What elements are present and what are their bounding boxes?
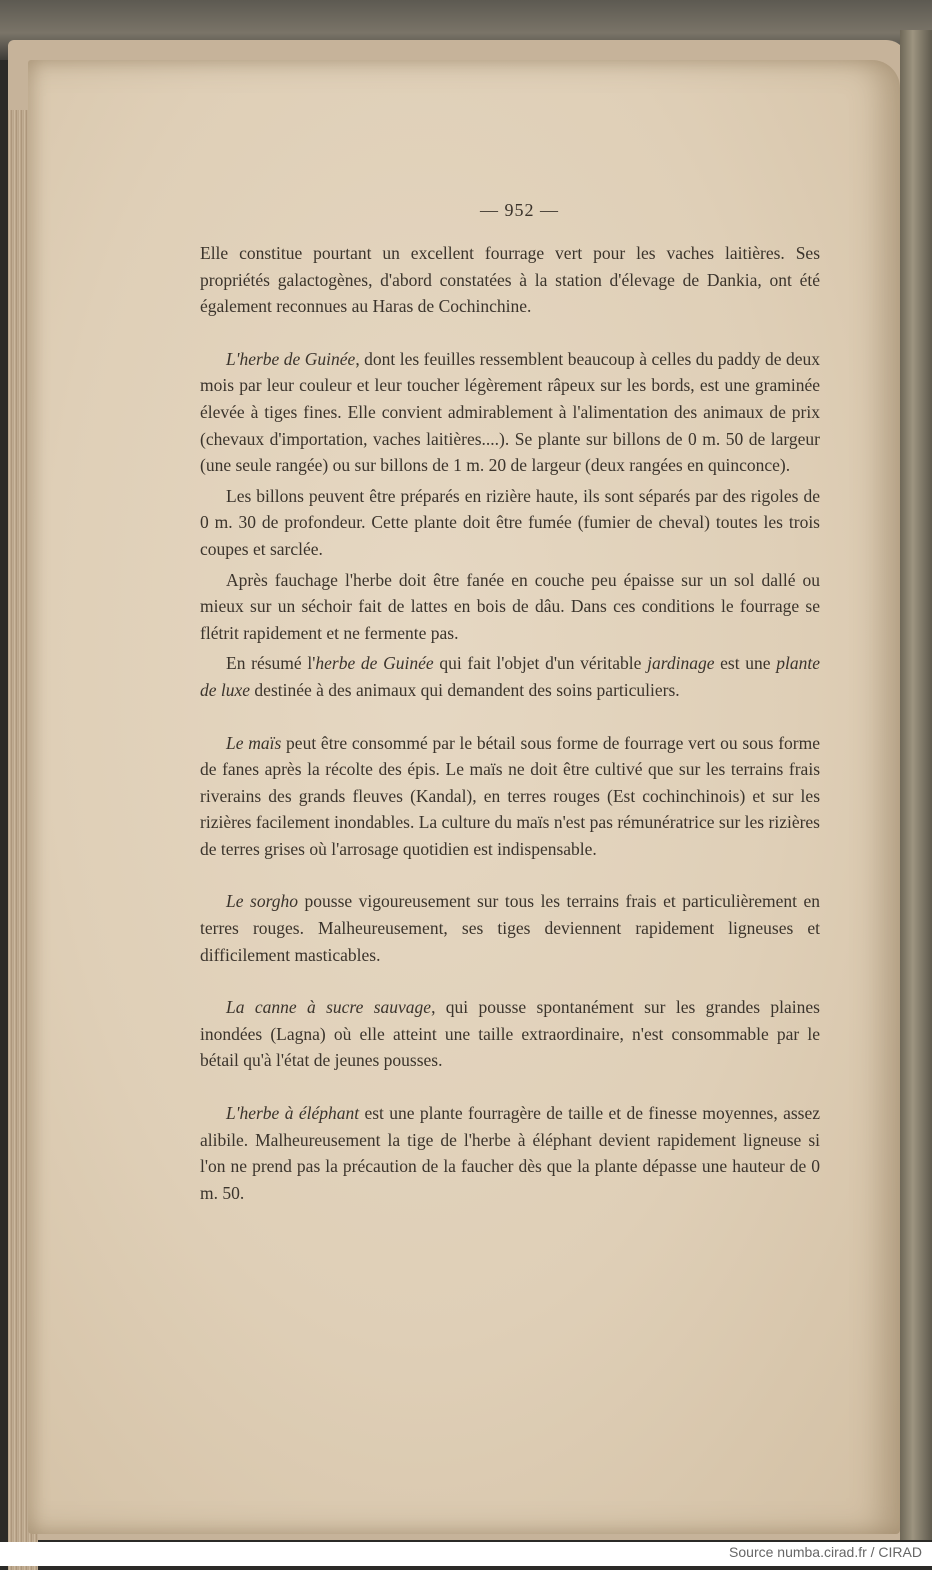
paragraph-text: Elle constitue pourtant un excellent fourrage vert pour les vaches laitières. Ses propriétés galactogènes, d'abord constatées à la station d'élevage de Dankia, ont été également reconnues au Haras de Cochinchine.	[200, 243, 820, 317]
paragraph-lead: L'herbe de Guinée	[226, 348, 356, 369]
paragraph-fauchage	[200, 567, 820, 647]
paragraph-lead: herbe de Guinée	[315, 653, 434, 674]
source-credit: Source numba.cirad.fr / CIRAD	[729, 1544, 922, 1560]
page-number: — 952 —	[480, 200, 559, 220]
paragraph-sorgho	[200, 888, 820, 968]
paragraph-text: destinée à des animaux qui demandent des soins particuliers.	[250, 679, 680, 700]
paragraph-lead: Le sorgho	[226, 891, 298, 912]
paragraph-lead-3: plante de luxe	[200, 653, 820, 700]
paragraph-text: peut être consommé par le bétail sous forme de fourrage vert ou sous forme de fanes après la récolte des épis. Le maïs ne doit être cultivé que sur les terrains frais riverains des grands fleuves (Kandal), en terres rouges (Est cochinchinois) et sur les rizières facilement inondables. La culture du maïs n'est pas rémunératrice sur les rizières de terres grises où l'arrosage quotidien est indispensable.	[200, 732, 821, 859]
paragraph-text: , qui pousse spontanément sur les grandes plaines inondées (Lagna) où elle atteint une taille extraordinaire, n'est consommable par le bétail qu'à l'état de jeunes pousses.	[200, 997, 820, 1071]
paragraph-herbe-de-guinee	[200, 346, 820, 479]
paragraph-text: pousse vigoureusement sur tous les terrains frais et particulièrement en terres rouges. Malheureusement, ses tiges deviennent rapidement ligneuses et difficilement masticables.	[200, 891, 820, 965]
paragraph-text: est une plante fourragère de taille et de finesse moyennes, assez alibile. Malheureusement la tige de l'herbe à éléphant devient rapidement ligneuse si l'on ne prend pas la précaution de la faucher dès que la plante dépasse une hauteur de 0 m. 50.	[200, 1103, 820, 1203]
paragraph-text: Après fauchage l'herbe doit être fanée en couche peu épaisse sur un sol dallé ou mieux sur un séchoir fait de lattes en bois de dâu. Dans ces conditions le fourrage se flétrit rapidement et ne fermente pas.	[200, 569, 820, 643]
paragraph-mid-2: est une	[714, 653, 777, 674]
paragraph-lead: La canne à sucre sauvage	[226, 997, 432, 1018]
body-text	[200, 240, 820, 1206]
paragraph-lead: L'herbe à éléphant	[226, 1103, 360, 1124]
paragraph-mid: qui fait l'objet d'un véritable	[433, 653, 648, 674]
paragraph-dankia	[200, 240, 820, 320]
paragraph-canne-a-sucre	[200, 994, 820, 1074]
book-spine-gutter	[900, 30, 932, 1540]
paragraph-herbe-a-elephant	[200, 1100, 820, 1206]
paragraph-text: Les billons peuvent être préparés en rizière haute, ils sont séparés par des rigoles de 0 m. 30 de profondeur. Cette plante doit être fumée (fumier de cheval) toutes les trois coupes et sarclée.	[200, 485, 820, 559]
paragraph-mais	[200, 730, 820, 863]
paragraph-lead-2: jardinage	[647, 653, 715, 674]
paragraph-text: , dont les feuilles ressemblent beaucoup à celles du paddy de deux mois par leur couleur et leur toucher légèrement râpeux sur les bords, est une graminée élevée à tiges fines. Elle convient admirablement à l'alimentation des animaux de prix (chevaux d'importation, vaches laitières....). Se plante sur billons de 0 m. 50 de largeur (une seule rangée) ou sur billons de 1 m. 20 de largeur (deux rangées en quinconce).	[200, 348, 821, 476]
paragraph-resume	[200, 650, 820, 703]
paragraph-pre: En résumé l'	[226, 653, 316, 674]
paragraph-lead: Le maïs	[226, 732, 282, 753]
paragraph-billons	[200, 483, 820, 563]
